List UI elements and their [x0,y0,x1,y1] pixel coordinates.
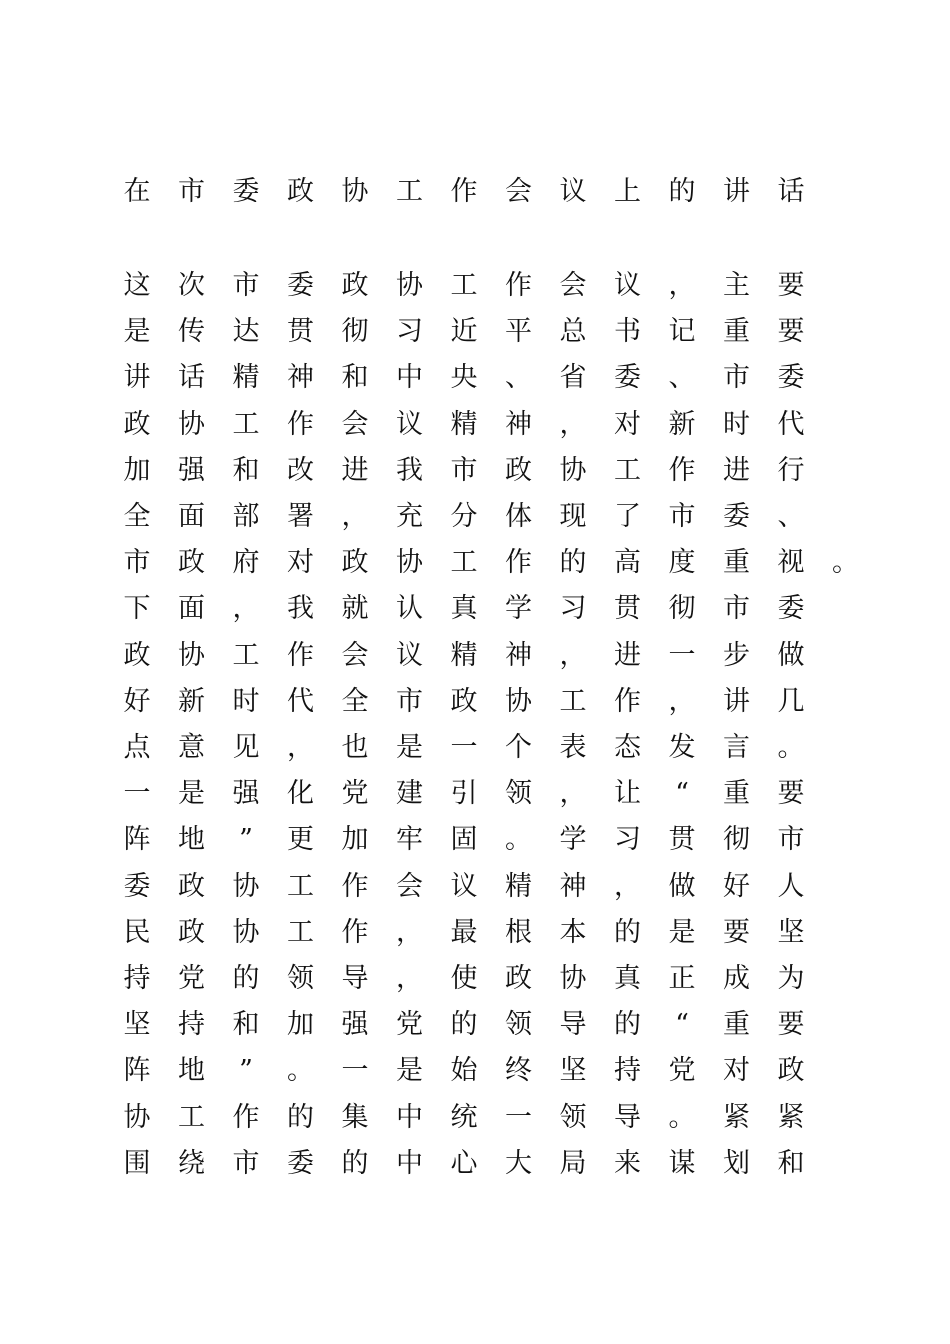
body-char: ， [559,639,587,671]
body-char: ， [668,685,696,717]
body-char: ， [287,732,314,763]
body-char: 作 [505,270,532,301]
body-char: 要 [777,316,805,348]
body-char: 市 [723,593,750,625]
body-char: 部 [232,501,260,532]
body-char: 、 [777,501,805,532]
body-char: 步 [723,639,750,671]
body-char: 根 [505,916,532,948]
body-char: 神 [287,362,314,394]
body-char: 引 [450,778,478,810]
body-char: 作 [614,685,641,717]
body-char: 作 [341,916,369,948]
body-char: 传 [178,316,205,348]
body-char: 要 [723,916,750,948]
body-char: 要 [777,1009,805,1041]
body-line [0,679,950,725]
body-char: 终 [505,1055,532,1087]
body-char: 协 [232,870,260,902]
body-char: 是 [123,316,151,348]
body-char: 下 [123,593,151,625]
body-char: ， [396,916,423,948]
body-char: 几 [777,685,805,717]
body-char: “ [675,1009,689,1041]
body-line [0,1095,950,1141]
body-char: 紧 [723,1101,750,1133]
body-char: 是 [396,1055,423,1087]
body-char: 委 [614,362,641,394]
body-char: ， [232,593,260,625]
body-char: 固 [450,824,478,856]
body-char: 时 [232,685,260,717]
body-char: 工 [232,408,260,440]
body-char: 度 [668,547,696,579]
body-char: ， [668,270,696,301]
body-char: 加 [123,454,151,486]
body-char: 的 [287,1101,314,1133]
body-char: 话 [178,362,205,394]
body-char: 面 [178,593,205,625]
body-char: 重 [723,547,750,579]
body-char: 地 [178,824,205,856]
body-char: 市 [232,1147,260,1179]
body-char: 作 [232,1101,260,1133]
body-char: 领 [505,778,532,810]
body-char: 政 [341,270,369,301]
body-char: 就 [341,593,369,625]
body-char: 体 [505,501,532,532]
body-char: 学 [505,593,532,625]
body-char: 神 [505,639,532,671]
body-char: 导 [559,1009,587,1041]
body-char: 委 [723,501,750,532]
document-title [0,169,950,215]
body-char: 进 [341,454,369,486]
body-char: 党 [668,1055,696,1087]
body-char: 要 [777,778,805,810]
body-char: 委 [777,593,805,625]
body-char: 领 [505,1009,532,1041]
body-char: 分 [450,501,478,532]
body-char: 工 [559,685,587,717]
body-char: 作 [287,639,314,671]
body-char: 精 [450,639,478,671]
body-char: 全 [123,501,151,532]
body-line [0,817,950,863]
body-char: 对 [723,1055,750,1087]
body-char: 政 [123,408,151,440]
body-char: 的 [232,963,260,994]
body-char: 。 [777,732,805,763]
body-char: 的 [614,916,641,948]
body-char: 神 [559,870,587,902]
body-char: 主 [723,270,750,301]
body-char: 持 [614,1055,641,1087]
title-char: 会 [505,176,532,207]
body-char: 政 [178,547,205,579]
body-char: 市 [396,685,423,717]
body-char: 达 [232,316,260,348]
body-char: 坚 [777,916,805,948]
body-char: 署 [287,501,314,532]
body-char: 现 [559,501,587,532]
body-char: 会 [396,870,423,902]
body-char: 一 [450,732,478,763]
body-char: 阵 [123,824,151,856]
body-char: 工 [232,639,260,671]
body-char: 府 [232,547,260,579]
body-line [0,956,950,1002]
body-char: 委 [777,362,805,394]
body-char: 导 [614,1101,641,1133]
body-char: 做 [668,870,696,902]
body-char: 个 [505,732,532,763]
body-char: 近 [450,316,478,348]
body-char: 强 [178,454,205,486]
body-char: 是 [396,732,423,763]
body-line [0,355,950,401]
title-char: 政 [287,176,314,207]
body-char: 贯 [614,593,641,625]
body-char: 始 [450,1055,478,1087]
body-char: 人 [777,870,805,902]
body-char: 央 [450,362,478,394]
body-char: 中 [396,1101,423,1133]
body-char: 化 [287,778,314,810]
body-char: 工 [614,454,641,486]
body-char: 彻 [341,316,369,348]
body-char: 一 [505,1101,532,1133]
body-char: 是 [178,778,205,810]
body-char: 工 [287,916,314,948]
body-char: 精 [232,362,260,394]
body-char: 政 [777,1055,805,1087]
body-line [0,309,950,355]
body-char: 精 [505,870,532,902]
body-char: 重 [723,316,750,348]
body-char: ， [396,963,423,994]
body-char: 市 [668,501,696,532]
body-char: 议 [396,639,423,671]
body-char: 政 [450,685,478,717]
body-char: 省 [559,362,587,394]
body-char: 次 [178,270,205,301]
body-char: 对 [614,408,641,440]
title-char: 的 [668,176,696,207]
body-char: 的 [559,547,587,579]
body-char: 民 [123,916,151,948]
body-line [0,1141,950,1187]
body-char: 作 [505,547,532,579]
body-char: 行 [777,454,805,486]
body-char: ” [239,824,253,856]
body-char: 使 [450,963,478,994]
body-char: 表 [559,732,587,763]
body-char: 中 [396,362,423,394]
body-char: 议 [614,270,641,301]
body-char: 讲 [723,685,750,717]
body-char: 是 [668,916,696,948]
body-char: 记 [668,316,696,348]
body-char: 习 [559,593,587,625]
body-char: 工 [287,870,314,902]
body-char: 习 [614,824,641,856]
title-char: 在 [123,176,151,207]
body-char: 阵 [123,1055,151,1087]
body-char: 协 [396,547,423,579]
body-char: 让 [614,778,641,810]
body-char: 党 [178,963,205,994]
body-char: 平 [505,316,532,348]
body-line [0,263,950,309]
body-char: 也 [341,732,369,763]
body-char: 。 [287,1055,314,1087]
body-char: 本 [559,916,587,948]
body-char: 加 [287,1009,314,1041]
body-char: 市 [232,270,260,301]
body-char: 市 [777,824,805,856]
body-char: 和 [232,454,260,486]
body-char: 大 [505,1147,532,1179]
body-char: 重 [723,778,750,810]
body-char: 协 [559,454,587,486]
body-char: 作 [287,408,314,440]
body-char: 协 [505,685,532,717]
body-char: 作 [341,870,369,902]
body-char: 委 [123,870,151,902]
body-char: 政 [505,454,532,486]
body-char: 发 [668,732,696,763]
body-char: 划 [723,1147,750,1179]
body-char: 政 [178,916,205,948]
body-char: 协 [232,916,260,948]
body-char: 协 [178,408,205,440]
body-char: 代 [777,408,805,440]
body-char: ” [239,1055,253,1087]
body-char: 会 [559,270,587,301]
body-char: 政 [123,639,151,671]
body-char: 全 [341,685,369,717]
body-char: 绕 [178,1147,205,1179]
body-char: 这 [123,270,151,301]
body-char: 时 [723,408,750,440]
body-line [0,494,950,540]
body-char: 真 [614,963,641,994]
body-char: 坚 [123,1009,151,1041]
body-char: 和 [777,1147,805,1179]
body-char: “ [675,778,689,810]
body-char: 新 [178,685,205,717]
body-char: 正 [668,963,696,994]
body-char: 的 [614,1009,641,1041]
body-char: 政 [505,963,532,994]
body-char: 充 [396,501,423,532]
body-char: 一 [668,639,696,671]
title-char: 议 [559,176,587,207]
body-char: 改 [287,454,314,486]
body-char: 会 [341,408,369,440]
body-char: 坚 [559,1055,587,1087]
body-char: 精 [450,408,478,440]
body-char: 贯 [668,824,696,856]
body-char: 协 [178,639,205,671]
body-char: 学 [559,824,587,856]
body-char: 一 [341,1055,369,1087]
body-char: 牢 [396,824,423,856]
body-char: 持 [123,963,151,994]
body-char: 讲 [123,362,151,394]
body-line [0,864,950,910]
body-char: 的 [450,1009,478,1041]
body-char: 来 [614,1147,641,1179]
body-char: 。 [832,547,859,579]
body-char: 重 [723,1009,750,1041]
body-char: 对 [287,547,314,579]
body-char: 围 [123,1147,151,1179]
body-char: 彻 [723,824,750,856]
body-char: 更 [287,824,314,856]
body-line [0,633,950,679]
body-char: 协 [396,270,423,301]
body-char: 。 [505,824,532,856]
body-char: 神 [505,408,532,440]
body-char: 为 [777,963,805,994]
body-char: 持 [178,1009,205,1041]
body-char: 见 [232,732,260,763]
body-char: 点 [123,732,151,763]
body-char: 好 [723,870,750,902]
body-char: 最 [450,916,478,948]
body-char: 真 [450,593,478,625]
body-char: 我 [396,454,423,486]
body-char: 中 [396,1147,423,1179]
body-char: 和 [232,1009,260,1041]
body-char: 领 [559,1101,587,1133]
body-char: 市 [123,547,151,579]
body-line [0,586,950,632]
body-char: 工 [450,270,478,301]
body-char: 会 [341,639,369,671]
body-char: 彻 [668,593,696,625]
body-char: ， [341,501,369,532]
body-char: 要 [777,270,805,301]
body-char: 政 [341,547,369,579]
body-char: 。 [668,1101,696,1133]
body-char: 高 [614,547,641,579]
body-char: 加 [341,824,369,856]
body-line [0,771,950,817]
body-char: 协 [123,1101,151,1133]
body-char: 、 [505,362,532,394]
body-char: 一 [123,778,151,810]
body-line [0,910,950,956]
body-char: 意 [178,732,205,763]
body-char: 心 [450,1147,478,1179]
body-line [0,540,950,586]
body-char: 进 [614,639,641,671]
body-char: 言 [723,732,750,763]
body-char: ， [559,408,587,440]
body-char: 成 [723,963,750,994]
body-char: 总 [559,316,587,348]
body-line [0,725,950,771]
body-char: 贯 [287,316,314,348]
body-char: 工 [178,1101,205,1133]
body-char: ， [559,778,587,810]
body-char: 紧 [777,1101,805,1133]
body-char: 习 [396,316,423,348]
body-char: 统 [450,1101,478,1133]
body-char: ， [614,870,641,902]
body-char: 作 [668,454,696,486]
body-char: 代 [287,685,314,717]
body-char: 议 [450,870,478,902]
body-char: 新 [668,408,696,440]
body-char: 了 [614,501,641,532]
body-char: 委 [287,1147,314,1179]
body-char: 领 [287,963,314,994]
body-char: 议 [396,408,423,440]
body-char: 谋 [668,1147,696,1179]
title-char: 讲 [723,176,750,207]
body-char: 做 [777,639,805,671]
body-char: 市 [723,362,750,394]
title-char: 工 [396,176,423,207]
body-line [0,1048,950,1094]
body-char: 认 [396,593,423,625]
body-char: 工 [450,547,478,579]
title-char: 上 [614,176,641,207]
body-char: 书 [614,316,641,348]
body-char: 好 [123,685,151,717]
body-line [0,1002,950,1048]
title-char: 作 [450,176,478,207]
body-char: 集 [341,1101,369,1133]
body-char: 我 [287,593,314,625]
title-char: 协 [341,176,369,207]
body-char: 强 [341,1009,369,1041]
title-char: 话 [777,176,805,207]
body-char: 进 [723,454,750,486]
body-char: 态 [614,732,641,763]
body-line [0,402,950,448]
body-char: 局 [559,1147,587,1179]
body-char: 党 [341,778,369,810]
body-char: 视 [777,547,805,579]
body-char: 地 [178,1055,205,1087]
body-char: 党 [396,1009,423,1041]
body-char: 建 [396,778,423,810]
body-char: 强 [232,778,260,810]
title-char: 委 [232,176,260,207]
body-char: 导 [341,963,369,994]
body-char: 协 [559,963,587,994]
title-char: 市 [178,176,205,207]
body-char: 市 [450,454,478,486]
body-char: 委 [287,270,314,301]
body-char: 面 [178,501,205,532]
body-char: 和 [341,362,369,394]
body-line [0,448,950,494]
body-char: 、 [668,362,696,394]
body-char: 的 [341,1147,369,1179]
body-char: 政 [178,870,205,902]
